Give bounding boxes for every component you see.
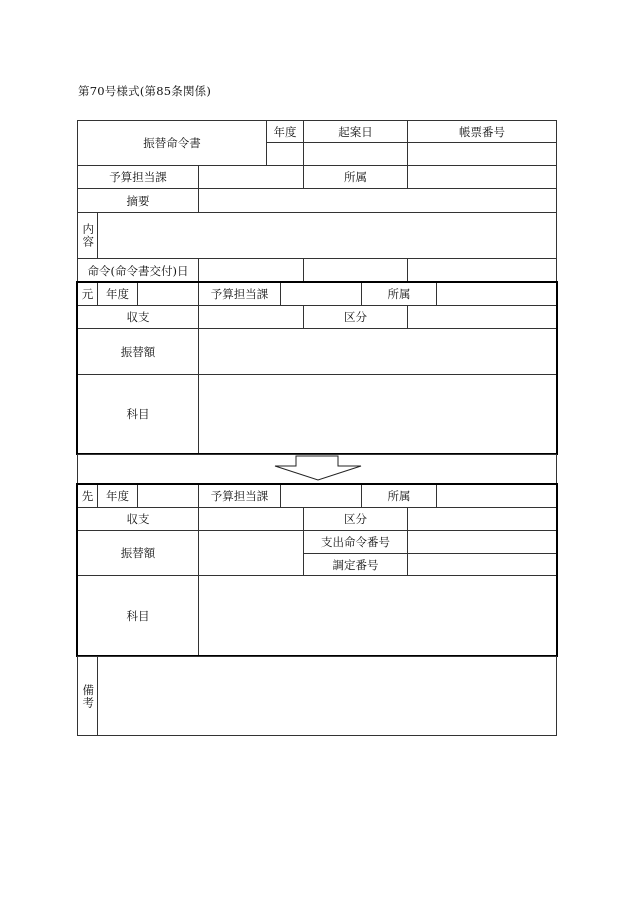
destination-income-expense-field[interactable] — [198, 507, 304, 531]
remarks-field[interactable] — [97, 656, 557, 736]
source-budget-section-label: 予算担当課 — [198, 282, 281, 306]
destination-account-item-field[interactable] — [198, 575, 557, 656]
destination-budget-section-field[interactable] — [280, 484, 362, 508]
source-category-field[interactable] — [407, 305, 557, 329]
source-affiliation-field[interactable] — [436, 282, 557, 306]
source-transfer-amount-field[interactable] — [198, 328, 557, 375]
determination-number-field[interactable] — [407, 553, 557, 576]
destination-budget-section-label: 予算担当課 — [198, 484, 281, 508]
expenditure-order-number-label: 支出命令番号 — [303, 530, 408, 554]
source-budget-section-field[interactable] — [280, 282, 362, 306]
document-title: 第70号様式(第85条関係) — [78, 84, 212, 98]
fiscal-year-field[interactable] — [266, 142, 304, 166]
source-account-item-label: 科目 — [77, 374, 199, 454]
source-account-item-field[interactable] — [198, 374, 557, 454]
source-category-label: 区分 — [303, 305, 408, 329]
source-fiscal-year-field[interactable] — [137, 282, 199, 306]
content-field[interactable] — [97, 212, 557, 259]
affiliation-label: 所属 — [303, 165, 408, 189]
destination-transfer-amount-label: 振替額 — [77, 530, 199, 576]
source-income-expense-label: 収支 — [77, 305, 199, 329]
summary-field[interactable] — [198, 188, 557, 213]
affiliation-field[interactable] — [407, 165, 557, 189]
expenditure-order-number-field[interactable] — [407, 530, 557, 554]
remarks-label: 備考 — [81, 683, 96, 709]
destination-income-expense-label: 収支 — [77, 507, 199, 531]
voucher-number-label: 帳票番号 — [407, 120, 557, 143]
source-marker: 元 — [77, 282, 98, 306]
budget-section-label: 予算担当課 — [77, 165, 199, 189]
budget-section-field[interactable] — [198, 165, 304, 189]
source-affiliation-label: 所属 — [361, 282, 437, 306]
voucher-number-field[interactable] — [407, 142, 557, 166]
draft-date-label: 起案日 — [303, 120, 408, 143]
fiscal-year-label: 年度 — [266, 120, 304, 143]
form-name-label: 振替命令書 — [77, 120, 267, 166]
destination-fiscal-year-field[interactable] — [137, 484, 199, 508]
summary-label: 摘要 — [77, 188, 199, 213]
destination-affiliation-field[interactable] — [436, 484, 557, 508]
source-income-expense-field[interactable] — [198, 305, 304, 329]
source-transfer-amount-label: 振替額 — [77, 328, 199, 375]
destination-account-item-label: 科目 — [77, 575, 199, 656]
destination-marker: 先 — [77, 484, 98, 508]
order-date-field-2[interactable] — [303, 258, 408, 283]
draft-date-field[interactable] — [303, 142, 408, 166]
destination-category-field[interactable] — [407, 507, 557, 531]
destination-fiscal-year-label: 年度 — [97, 484, 138, 508]
order-date-field-1[interactable] — [198, 258, 304, 283]
content-label-cell — [77, 212, 98, 259]
content-label: 内容 — [81, 223, 96, 248]
destination-affiliation-label: 所属 — [361, 484, 437, 508]
order-date-field-3[interactable] — [407, 258, 557, 283]
source-fiscal-year-label: 年度 — [97, 282, 138, 306]
destination-category-label: 区分 — [303, 507, 408, 531]
determination-number-label: 調定番号 — [303, 553, 408, 576]
down-arrow-icon — [272, 455, 364, 481]
remarks-label-cell — [77, 656, 98, 736]
order-date-label: 命令(命令書交付)日 — [77, 258, 199, 283]
destination-transfer-amount-field[interactable] — [198, 530, 304, 576]
